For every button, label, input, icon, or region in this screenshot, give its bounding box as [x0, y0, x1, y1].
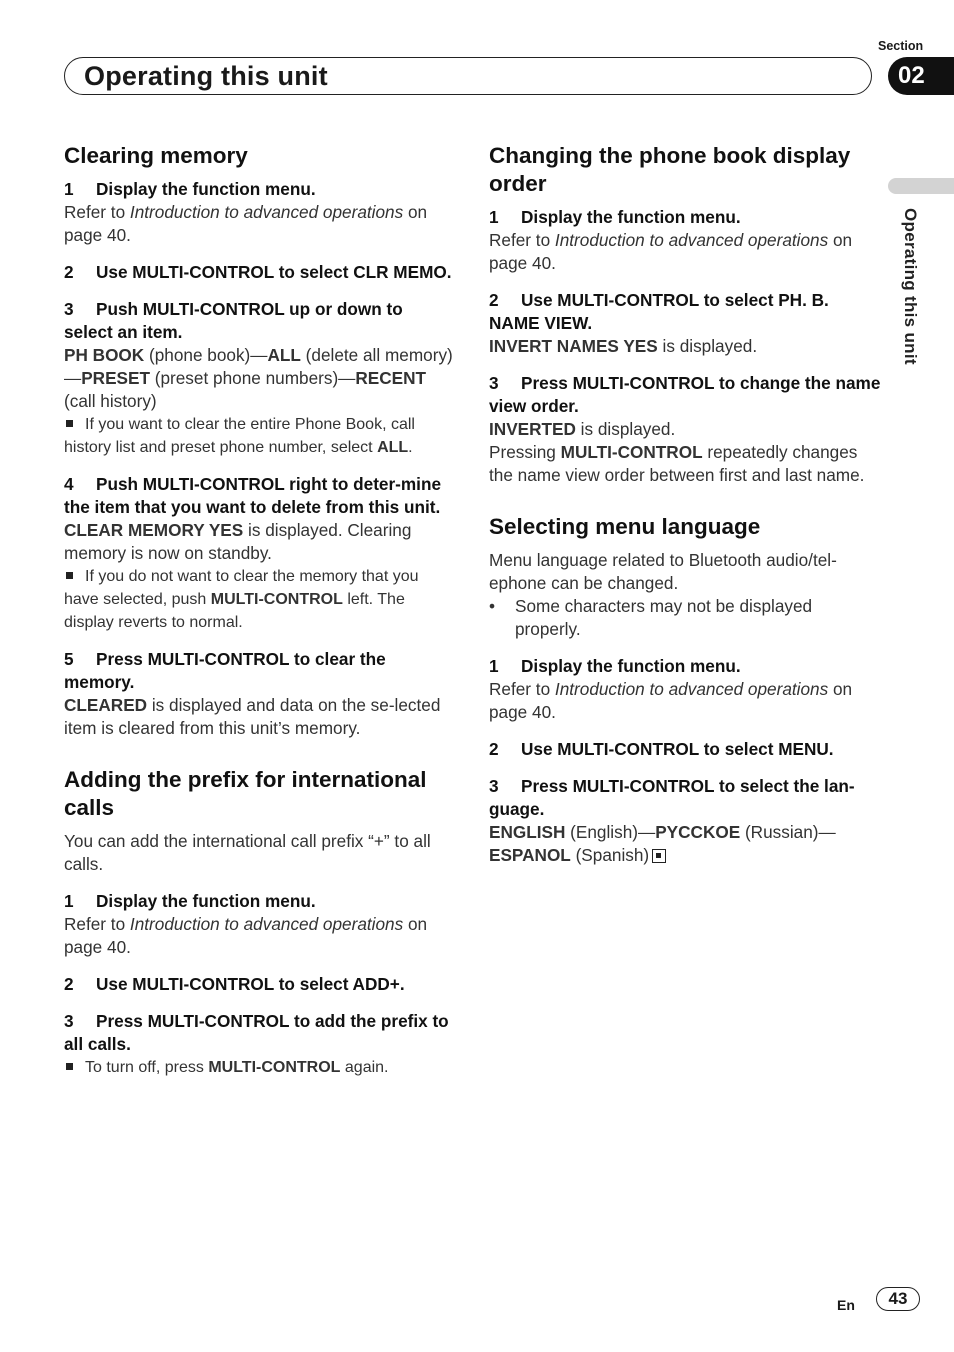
- heading-clearing-memory: Clearing memory: [64, 143, 248, 168]
- step: 4 Push MULTI-CONTROL right to deter-mine the item that you want to delete from this unit.: [64, 474, 442, 517]
- body-text: Pressing MULTI-CONTROL repeatedly changes the name view order between first and last name.: [489, 442, 865, 485]
- side-tab: [888, 178, 954, 194]
- step: 5 Press MULTI-CONTROL to clear the memory.: [64, 649, 386, 692]
- reference-text: Refer to Introduction to advanced operations on page 40.: [64, 202, 428, 245]
- body-text: INVERTED is displayed.: [489, 419, 676, 439]
- body-text: CLEAR MEMORY YES is displayed. Clearing memory is now on standby.: [64, 520, 412, 563]
- left-column: [64, 142, 456, 1079]
- step: 1 Display the function menu.: [489, 207, 741, 227]
- options-text: PH BOOK (phone book)—ALL (delete all memory)—PRESET (preset phone numbers)—RECENT (call history): [64, 345, 453, 411]
- step: 2 Use MULTI-CONTROL to select CLR MEMO.: [64, 262, 452, 282]
- reference-text: Refer to Introduction to advanced operations on page 40.: [489, 230, 853, 273]
- heading-menu-language: Selecting menu language: [489, 514, 761, 539]
- note: If you do not want to clear the memory that you have selected, push MULTI-CONTROL left. The display reverts to normal.: [64, 568, 419, 631]
- reference-text: Refer to Introduction to advanced operations on page 40.: [64, 914, 428, 957]
- reference-text: Refer to Introduction to advanced operations on page 40.: [489, 679, 853, 722]
- heading-adding-prefix: Adding the prefix for international calls: [64, 767, 427, 820]
- step: 3 Press MULTI-CONTROL to change the name view order.: [489, 373, 881, 416]
- page-number: 43: [876, 1287, 920, 1311]
- intro-text: Menu language related to Bluetooth audio/tel-ephone can be changed.: [489, 550, 837, 593]
- square-bullet-icon: [66, 1063, 73, 1070]
- step: 2 Use MULTI-CONTROL to select MENU.: [489, 739, 834, 759]
- language-code: En: [837, 1297, 855, 1313]
- page-title: Operating this unit: [84, 61, 328, 91]
- step: 1 Display the function menu.: [489, 656, 741, 676]
- heading-phone-book-order: Changing the phone book display order: [489, 143, 851, 196]
- right-column: [489, 142, 881, 867]
- step: 2 Use MULTI-CONTROL to select PH. B. NAME VIEW.: [489, 290, 829, 333]
- body-text: CLEARED is displayed and data on the se-lected item is cleared from this unit’s memory.: [64, 695, 441, 738]
- section-number-badge: 02: [888, 57, 954, 95]
- section-label: Section: [878, 39, 924, 53]
- end-mark-icon: [652, 849, 666, 863]
- step: 3 Press MULTI-CONTROL to add the prefix to all calls.: [64, 1011, 449, 1054]
- body-text: INVERT NAMES YES is displayed.: [489, 336, 758, 356]
- note: To turn off, press MULTI-CONTROL again.: [64, 1056, 456, 1079]
- step: 1 Display the function menu.: [64, 891, 316, 911]
- bullet-item: • Some characters may not be displayed properly.: [489, 596, 813, 639]
- step: 3 Press MULTI-CONTROL to select the lan-guage.: [489, 776, 855, 819]
- step: 1 Display the function menu.: [64, 179, 316, 199]
- step: 2 Use MULTI-CONTROL to select ADD+.: [64, 974, 405, 994]
- step: 3 Push MULTI-CONTROL up or down to select an item.: [64, 299, 403, 342]
- square-bullet-icon: [66, 572, 73, 579]
- options-text: ENGLISH (English)—PYCCKOE (Russian)—ESPANOL (Spanish): [489, 822, 836, 865]
- square-bullet-icon: [66, 420, 73, 427]
- side-label: Operating this unit: [901, 208, 920, 365]
- intro-text: You can add the international call prefix “+” to all calls.: [64, 831, 431, 874]
- bullet-dot-icon: •: [489, 596, 496, 616]
- note: If you want to clear the entire Phone Book, call history list and preset phone number, select ALL.: [64, 416, 415, 456]
